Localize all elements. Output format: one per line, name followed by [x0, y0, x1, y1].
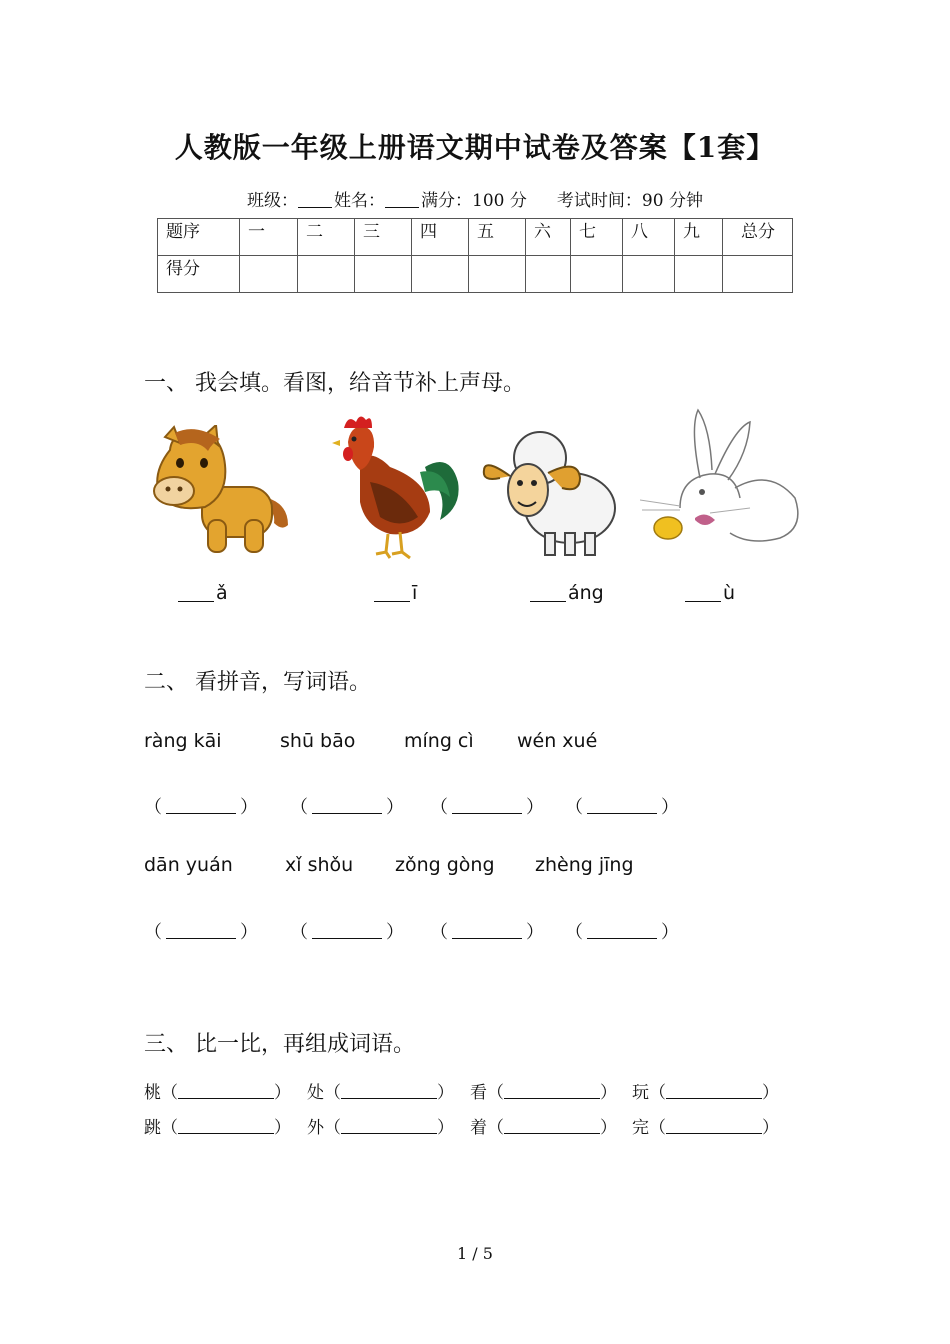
- header-cell: 一: [240, 219, 298, 256]
- answer-box[interactable]: （ ）: [290, 797, 404, 818]
- answer-box[interactable]: （ ）: [144, 797, 258, 818]
- answer-rabbit: [685, 582, 735, 604]
- answer-final: ī: [412, 582, 418, 604]
- answer-blank[interactable]: [374, 583, 410, 602]
- pinyin-item: shū bāo: [280, 730, 356, 752]
- compare-item[interactable]: 看（ ）: [470, 1083, 617, 1103]
- horse-icon: [150, 425, 295, 560]
- score-cell[interactable]: [240, 256, 298, 293]
- class-blank: [298, 191, 332, 208]
- compare-item[interactable]: 外（ ）: [307, 1118, 454, 1138]
- answer-sheep: [530, 582, 604, 604]
- compare-item[interactable]: 着（ ）: [470, 1118, 617, 1138]
- pinyin-item: zhèng jīng: [535, 854, 634, 876]
- score-cell[interactable]: [723, 256, 793, 293]
- score-row-label: 得分: [158, 256, 240, 293]
- pinyin-item: zǒng gòng: [395, 854, 495, 876]
- full-score: 满分：100 分: [421, 191, 527, 211]
- score-header-row: [158, 219, 793, 256]
- score-cell[interactable]: [623, 256, 675, 293]
- exam-time: 考试时间：90 分钟: [556, 191, 703, 211]
- score-cell[interactable]: [412, 256, 469, 293]
- sheep-icon: [480, 428, 620, 563]
- answer-blank[interactable]: [178, 583, 214, 602]
- header-cell: 二: [298, 219, 355, 256]
- name-label: 姓名：: [334, 191, 386, 211]
- answer-final: ù: [723, 582, 736, 604]
- answer-horse: [178, 582, 228, 604]
- pinyin-item: dān yuán: [144, 854, 233, 876]
- answer-blank[interactable]: [685, 583, 721, 602]
- rabbit-icon: [640, 408, 805, 553]
- answer-box[interactable]: （ ）: [565, 797, 679, 818]
- rooster-icon: [330, 412, 465, 562]
- compare-item[interactable]: 完（ ）: [632, 1118, 779, 1138]
- score-row: [158, 256, 793, 293]
- score-cell[interactable]: [298, 256, 355, 293]
- pinyin-item: wén xué: [517, 730, 598, 752]
- answer-rooster: [374, 582, 417, 604]
- pinyin-item: xǐ shǒu: [285, 854, 354, 876]
- class-label: 班级：: [247, 191, 299, 211]
- answer-blank[interactable]: [530, 583, 566, 602]
- header-cell: 题序: [158, 219, 240, 256]
- answer-final: áng: [568, 582, 604, 604]
- answer-box[interactable]: （ ）: [430, 922, 544, 943]
- name-blank: [385, 191, 419, 208]
- answer-box[interactable]: （ ）: [430, 797, 544, 818]
- compare-item[interactable]: 桃（ ）: [144, 1083, 291, 1103]
- header-cell: 五: [469, 219, 526, 256]
- section3-heading: 三、 比一比，再组成词语。: [144, 1032, 415, 1057]
- page-title: 人教版一年级上册语文期中试卷及答案【1套】: [174, 131, 776, 164]
- score-cell[interactable]: [469, 256, 526, 293]
- score-table: [157, 218, 793, 293]
- exam-info: [0, 186, 950, 211]
- pinyin-item: míng cì: [404, 730, 474, 752]
- header-cell: 三: [355, 219, 412, 256]
- section1-heading: 一、 我会填。看图，给音节补上声母。: [144, 371, 525, 396]
- header-cell: 九: [675, 219, 723, 256]
- page-number: 1 / 5: [457, 1244, 493, 1263]
- compare-item[interactable]: 处（ ）: [307, 1083, 454, 1103]
- score-cell[interactable]: [355, 256, 412, 293]
- answer-final: ǎ: [216, 582, 228, 604]
- compare-item[interactable]: 玩（ ）: [632, 1083, 779, 1103]
- compare-item[interactable]: 跳（ ）: [144, 1118, 291, 1138]
- answer-box[interactable]: （ ）: [290, 922, 404, 943]
- header-cell: 六: [526, 219, 571, 256]
- score-cell[interactable]: [526, 256, 571, 293]
- header-cell: 七: [571, 219, 623, 256]
- score-cell[interactable]: [571, 256, 623, 293]
- answer-box[interactable]: （ ）: [565, 922, 679, 943]
- header-cell: 四: [412, 219, 469, 256]
- answer-box[interactable]: （ ）: [144, 922, 258, 943]
- score-cell[interactable]: [675, 256, 723, 293]
- header-cell: 总分: [723, 219, 793, 256]
- section2-heading: 二、 看拼音，写词语。: [144, 670, 371, 695]
- pinyin-item: ràng kāi: [144, 730, 222, 752]
- header-cell: 八: [623, 219, 675, 256]
